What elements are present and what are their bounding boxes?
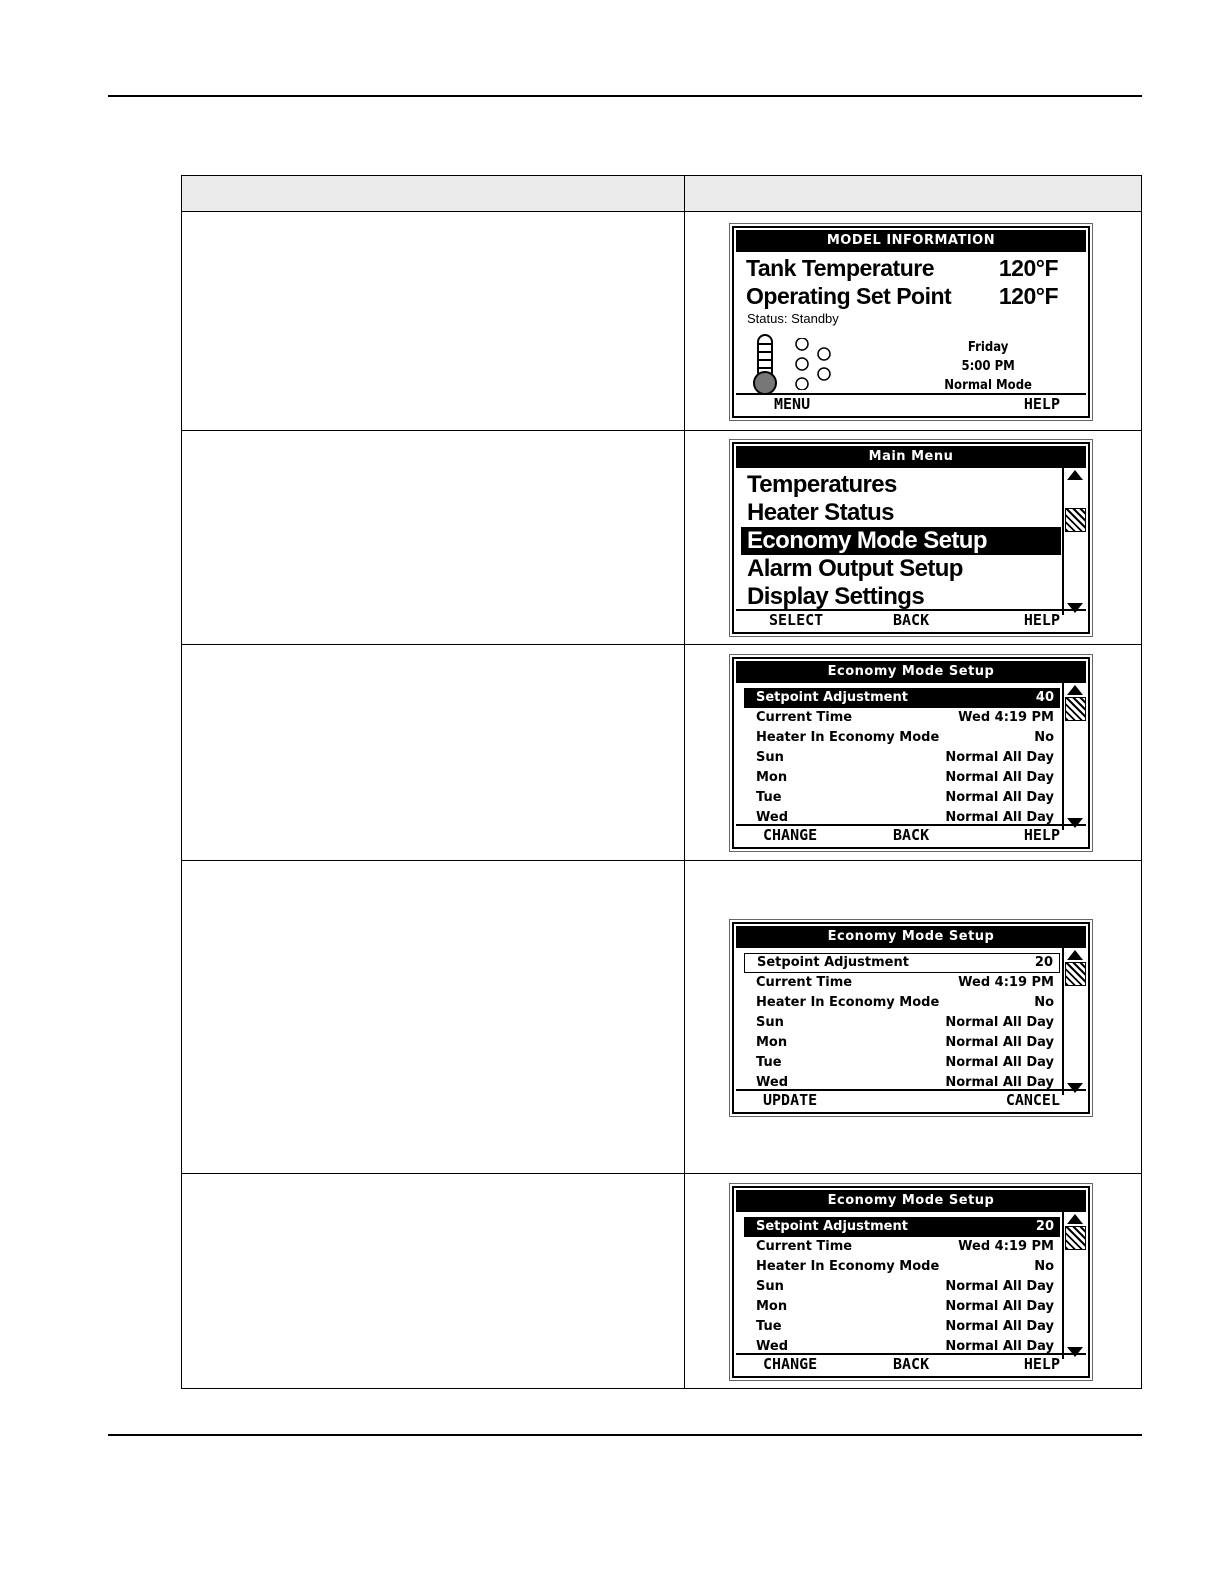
setting-value: No (1034, 730, 1054, 745)
softkey-help[interactable]: HELP (1023, 395, 1060, 413)
table-row (182, 861, 1142, 1174)
step-description-cell (182, 212, 685, 431)
setting-row-mon[interactable] (744, 1033, 1060, 1053)
footer-rule (108, 1434, 1142, 1436)
display-cell (685, 212, 1142, 431)
setting-value: 20 (1035, 1219, 1054, 1234)
display-cell (685, 1174, 1142, 1389)
lcd-model-information (732, 226, 1090, 418)
table-row (182, 431, 1142, 645)
header-rule (108, 95, 1142, 97)
setting-label: Current Time (756, 710, 853, 725)
scrollbar[interactable] (1062, 683, 1086, 830)
lcd-economy-mode-setup-edit (732, 922, 1090, 1114)
setting-label: Heater In Economy Mode (756, 730, 940, 745)
softkey-select[interactable]: SELECT (769, 611, 824, 629)
header-cell-display (685, 176, 1142, 212)
time-text: 5:00 PM (961, 359, 1015, 374)
setting-value: Normal All Day (945, 1075, 1054, 1090)
softkey-menu[interactable]: MENU (774, 395, 811, 413)
menu-list (741, 471, 1061, 611)
softkey-help[interactable]: HELP (1023, 826, 1060, 844)
setting-value: Normal All Day (945, 1339, 1054, 1354)
menu-item-temperatures[interactable]: Temperatures (747, 471, 897, 498)
setting-label: Mon (756, 1299, 788, 1314)
scrollbar[interactable] (1062, 1212, 1086, 1359)
softkey-bar (736, 1353, 1086, 1374)
setting-value: Normal All Day (945, 1055, 1054, 1070)
setting-row-current-time[interactable] (744, 973, 1060, 993)
setting-value: Wed 4:19 PM (958, 710, 1054, 725)
setting-label: Setpoint Adjustment (756, 1219, 908, 1234)
setting-label: Current Time (756, 975, 853, 990)
indicator-circles-icon (794, 338, 838, 390)
settings-list (744, 1217, 1060, 1357)
scroll-thumb[interactable] (1065, 697, 1086, 721)
mode-text: Normal Mode (944, 378, 1032, 393)
table-row (182, 1174, 1142, 1389)
display-cell (685, 431, 1142, 645)
softkey-back[interactable]: BACK (893, 1355, 930, 1373)
setting-label: Setpoint Adjustment (756, 690, 908, 705)
tank-temperature-line (746, 255, 1058, 282)
setting-value: Normal All Day (945, 1035, 1054, 1050)
table-row (182, 212, 1142, 431)
lcd-main-menu (732, 442, 1090, 634)
scroll-thumb[interactable] (1065, 962, 1086, 986)
setting-value: Wed 4:19 PM (958, 1239, 1054, 1254)
scrollbar[interactable] (1062, 948, 1086, 1095)
setting-value: Normal All Day (945, 1015, 1054, 1030)
operating-setpoint-label: Operating Set Point (746, 283, 952, 309)
header-cell-step (182, 176, 685, 212)
table-header-row (182, 176, 1142, 212)
setting-value: No (1034, 995, 1054, 1010)
setting-label: Heater In Economy Mode (756, 995, 940, 1010)
display-cell (685, 861, 1142, 1174)
softkey-bar (736, 824, 1086, 845)
operating-setpoint-value: 120°F (998, 283, 1058, 309)
softkey-change[interactable]: CHANGE (763, 1355, 818, 1373)
screen-title: MODEL INFORMATION (736, 230, 1086, 252)
softkey-bar (736, 1089, 1086, 1110)
setting-label: Wed (756, 1339, 788, 1354)
setting-label: Tue (756, 1055, 782, 1070)
step-description-cell (182, 861, 685, 1174)
settings-list (744, 953, 1060, 1093)
setting-row-sun[interactable] (744, 1013, 1060, 1033)
softkey-back[interactable]: BACK (893, 611, 930, 629)
procedure-table (181, 175, 1142, 1389)
setting-value: Normal All Day (945, 1299, 1054, 1314)
setting-row-tue[interactable] (744, 1317, 1060, 1337)
softkey-back[interactable]: BACK (893, 826, 930, 844)
softkey-change[interactable]: CHANGE (763, 826, 818, 844)
setting-value: Normal All Day (945, 1319, 1054, 1334)
screen-title: Economy Mode Setup (736, 1190, 1086, 1212)
setting-row-mon[interactable] (744, 1297, 1060, 1317)
softkey-help[interactable]: HELP (1023, 1355, 1060, 1373)
setting-label: Current Time (756, 1239, 853, 1254)
screen-title: Economy Mode Setup (736, 661, 1086, 683)
day-text: Friday (967, 340, 1009, 355)
screen-title: Main Menu (736, 446, 1086, 468)
lcd-economy-mode-setup (732, 657, 1090, 849)
day-time-info (944, 338, 1032, 395)
setting-value: No (1034, 1259, 1054, 1274)
scroll-up-arrow-icon[interactable] (1067, 470, 1083, 480)
setting-label: Mon (756, 770, 788, 785)
setting-label: Sun (756, 1015, 784, 1030)
lcd-economy-mode-setup-updated (732, 1186, 1090, 1378)
scrollbar[interactable] (1062, 468, 1086, 615)
setting-label: Mon (756, 1035, 788, 1050)
step-description-cell (182, 645, 685, 861)
menu-item-economy-mode-setup[interactable]: Economy Mode Setup (741, 527, 1061, 555)
setting-row-heater-economy-mode[interactable] (744, 993, 1060, 1013)
display-cell (685, 645, 1142, 861)
status-text: Status: Standby (747, 311, 839, 326)
setting-label: Setpoint Adjustment (757, 955, 909, 970)
setting-value: Normal All Day (945, 790, 1054, 805)
setting-label: Tue (756, 790, 782, 805)
setting-row-sun[interactable] (744, 748, 1060, 768)
softkey-bar (736, 393, 1086, 414)
setting-value: Normal All Day (945, 1279, 1054, 1294)
menu-item-alarm-output-setup[interactable]: Alarm Output Setup (747, 555, 963, 582)
softkey-cancel[interactable]: CANCEL (1005, 1091, 1060, 1109)
setting-row-mon[interactable] (744, 768, 1060, 788)
setting-row-setpoint-adjustment[interactable] (744, 688, 1060, 708)
screen-title: Economy Mode Setup (736, 926, 1086, 948)
setting-row-sun[interactable] (744, 1277, 1060, 1297)
step-description-cell (182, 431, 685, 645)
setting-label: Sun (756, 750, 784, 765)
tank-temperature-label: Tank Temperature (746, 255, 934, 281)
setting-value: 20 (1034, 955, 1053, 970)
scroll-up-arrow-icon[interactable] (1067, 685, 1083, 695)
softkey-help[interactable]: HELP (1023, 611, 1060, 629)
operating-setpoint-line (746, 283, 1058, 310)
setting-label: Tue (756, 1319, 782, 1334)
setting-label: Heater In Economy Mode (756, 1259, 940, 1274)
setting-label: Wed (756, 810, 788, 825)
setting-value: Wed 4:19 PM (958, 975, 1054, 990)
scroll-up-arrow-icon[interactable] (1067, 1214, 1083, 1224)
scroll-up-arrow-icon[interactable] (1067, 950, 1083, 960)
setting-row-heater-economy-mode[interactable] (744, 1257, 1060, 1277)
setting-value: Normal All Day (945, 750, 1054, 765)
setting-value: Normal All Day (945, 810, 1054, 825)
scroll-thumb[interactable] (1065, 1226, 1086, 1250)
setting-row-current-time[interactable] (744, 1237, 1060, 1257)
menu-item-display-settings[interactable]: Display Settings (747, 583, 925, 610)
setting-row-tue[interactable] (744, 1053, 1060, 1073)
setting-row-heater-economy-mode[interactable] (744, 728, 1060, 748)
setting-label: Wed (756, 1075, 788, 1090)
setting-label: Sun (756, 1279, 784, 1294)
table-row (182, 645, 1142, 861)
softkey-bar (736, 609, 1086, 630)
scroll-thumb[interactable] (1065, 508, 1086, 532)
tank-temperature-value: 120°F (998, 255, 1058, 281)
setting-row-current-time[interactable] (744, 708, 1060, 728)
thermometer-icon (752, 334, 778, 396)
softkey-update[interactable]: UPDATE (763, 1091, 818, 1109)
setting-value: Normal All Day (945, 770, 1054, 785)
setting-value: 40 (1035, 690, 1054, 705)
menu-item-heater-status[interactable]: Heater Status (747, 499, 894, 526)
setting-row-setpoint-adjustment[interactable] (744, 953, 1060, 973)
setting-row-tue[interactable] (744, 788, 1060, 808)
settings-list (744, 688, 1060, 828)
step-description-cell (182, 1174, 685, 1389)
setting-row-setpoint-adjustment[interactable] (744, 1217, 1060, 1237)
